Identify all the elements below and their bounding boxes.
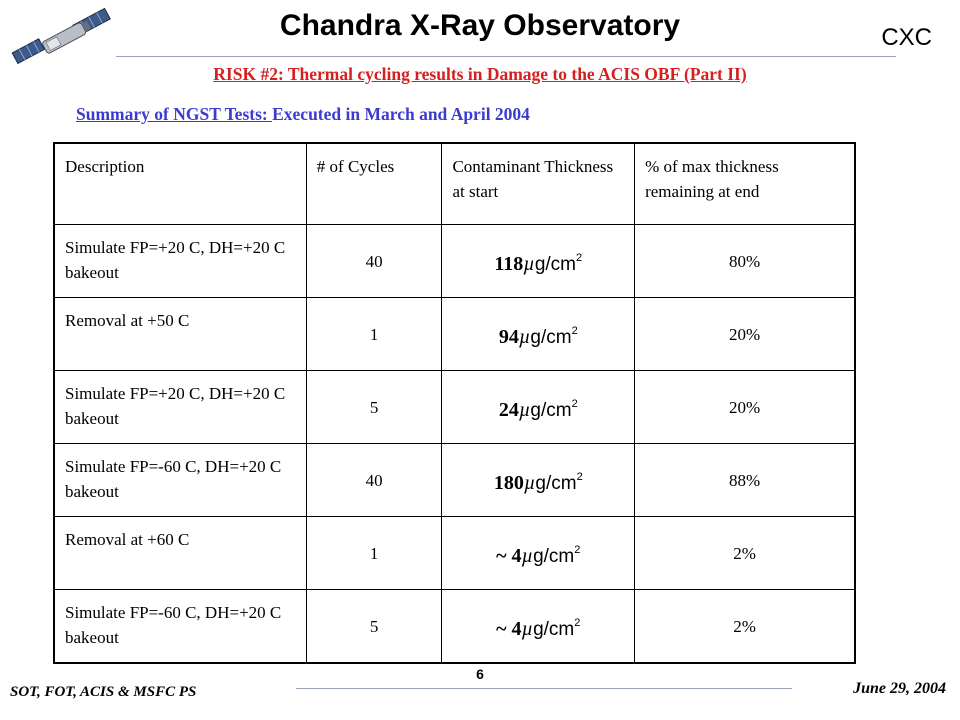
row-remaining: 20%: [635, 298, 855, 371]
org-label: CXC: [881, 24, 932, 51]
row-description: Simulate FP=-60 C, DH=+20 C bakeout: [54, 590, 306, 664]
row-thickness: [442, 444, 635, 517]
page-number: 6: [476, 666, 484, 682]
row-remaining: 88%: [635, 444, 855, 517]
header-thickness: Contaminant Thickness at start: [442, 143, 635, 225]
unit-exponent: 2: [571, 397, 578, 410]
unit-micro: µ: [521, 617, 534, 640]
unit-label: [535, 470, 583, 494]
thickness-value: 4: [511, 544, 522, 567]
row-thickness: [442, 298, 635, 371]
table-row: [54, 225, 855, 298]
header-remaining: % of max thickness remaining at end: [635, 143, 855, 225]
table-row: [54, 298, 855, 371]
summary-heading: [76, 104, 530, 125]
footer-date: June 29, 2004: [853, 680, 946, 697]
thickness-value: 118: [494, 252, 524, 275]
unit-exponent: 2: [574, 616, 581, 629]
header-description: Description: [54, 143, 306, 225]
table-row: [54, 590, 855, 664]
table-row: [54, 371, 855, 444]
row-description: Simulate FP=+20 C, DH=+20 C bakeout: [54, 371, 306, 444]
row-cycles: 1: [306, 298, 442, 371]
unit-micro: µ: [518, 325, 531, 348]
unit-exponent: 2: [576, 470, 583, 483]
unit-label: [533, 543, 581, 567]
unit-micro: µ: [518, 398, 531, 421]
header-divider: [116, 56, 896, 57]
unit-exponent: 2: [576, 251, 583, 264]
footer-left: SOT, FOT, ACIS & MSFC PS: [10, 684, 197, 700]
unit-micro: µ: [523, 252, 535, 275]
unit-text: g/cm: [530, 326, 572, 348]
row-description: Removal at +60 C: [54, 517, 306, 590]
page-title: Chandra X-Ray Observatory: [279, 9, 681, 42]
row-remaining: 2%: [635, 590, 855, 664]
thickness-value: 180: [493, 471, 524, 494]
unit-label: [530, 324, 578, 348]
row-description: Removal at +50 C: [54, 298, 306, 371]
footer-divider: [296, 688, 792, 689]
thickness-value: 24: [498, 398, 519, 421]
row-cycles: 5: [306, 590, 442, 664]
row-cycles: 5: [306, 371, 442, 444]
table-row: [54, 444, 855, 517]
header-cycles: # of Cycles: [306, 143, 442, 225]
thickness-prefix: ~: [496, 544, 512, 567]
table-row: [54, 517, 855, 590]
test-summary-table: [53, 142, 856, 664]
row-cycles: 1: [306, 517, 442, 590]
unit-exponent: 2: [574, 543, 581, 556]
unit-text: g/cm: [530, 399, 572, 421]
summary-underlined: Summary of NGST Tests:: [76, 104, 273, 124]
row-cycles: 40: [306, 225, 442, 298]
row-description: Simulate FP=-60 C, DH=+20 C bakeout: [54, 444, 306, 517]
row-remaining: 2%: [635, 517, 855, 590]
unit-label: [534, 251, 583, 275]
table-header-row: [54, 143, 855, 225]
unit-text: g/cm: [534, 253, 577, 275]
unit-text: g/cm: [533, 618, 575, 640]
row-thickness: [442, 371, 635, 444]
unit-label: [533, 616, 581, 640]
unit-text: g/cm: [535, 472, 577, 494]
row-description: Simulate FP=+20 C, DH=+20 C bakeout: [54, 225, 306, 298]
summary-rest: Executed in March and April 2004: [272, 104, 530, 124]
unit-micro: µ: [523, 471, 536, 494]
thickness-prefix: ~: [496, 617, 512, 640]
unit-label: [530, 397, 578, 421]
row-remaining: 80%: [635, 225, 855, 298]
row-thickness: [442, 590, 635, 664]
thickness-value: 94: [498, 325, 519, 348]
thickness-value: 4: [511, 617, 522, 640]
unit-micro: µ: [521, 544, 534, 567]
unit-text: g/cm: [533, 545, 575, 567]
row-remaining: 20%: [635, 371, 855, 444]
row-thickness: [442, 517, 635, 590]
row-thickness: [442, 225, 635, 298]
risk-heading: RISK #2: Thermal cycling results in Damage to the ACIS OBF (Part II): [213, 64, 747, 84]
unit-exponent: 2: [571, 324, 578, 337]
row-cycles: 40: [306, 444, 442, 517]
